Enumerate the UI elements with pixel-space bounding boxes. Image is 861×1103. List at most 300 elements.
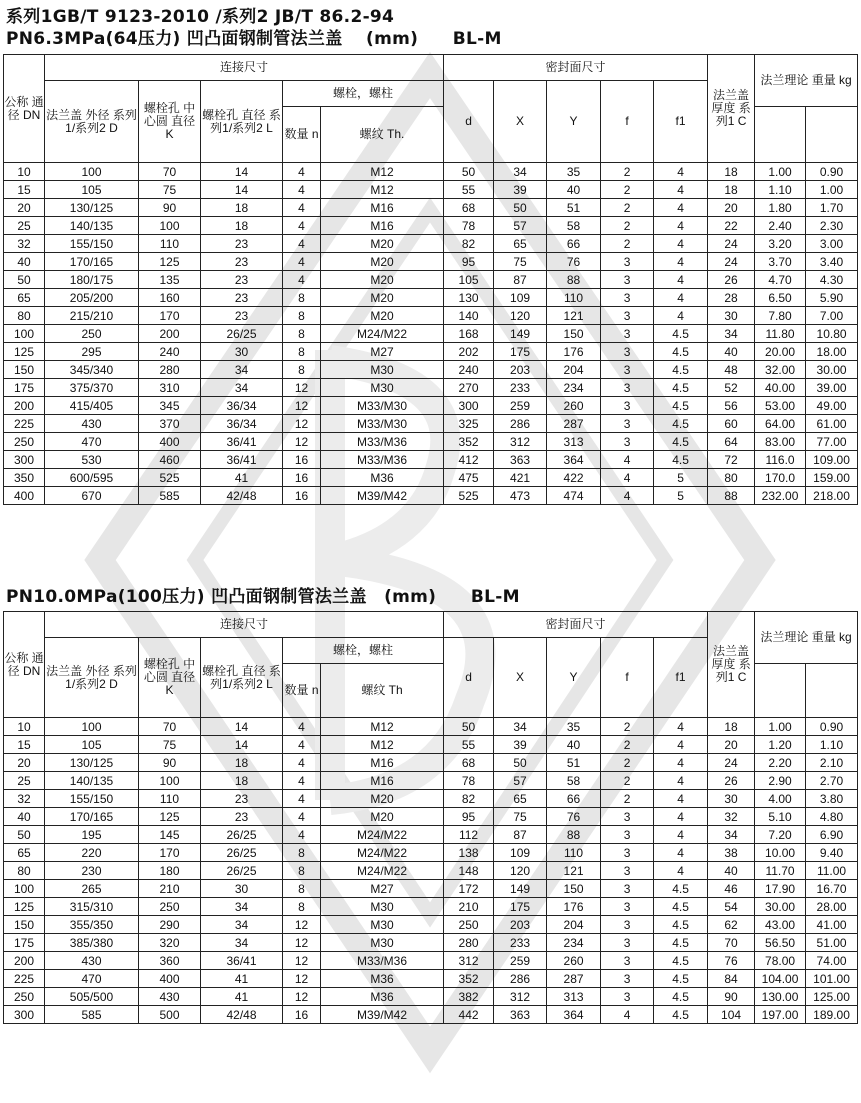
cell-seal-f1: 4	[654, 235, 708, 253]
cell-bolt-circle: 75	[139, 736, 201, 754]
cell-seal-f1: 4.5	[654, 325, 708, 343]
table-row	[4, 343, 858, 361]
cell-seal-f1: 4	[654, 199, 708, 217]
cell-seal-f: 2	[601, 181, 654, 199]
cell-bolt-hole: 18	[201, 754, 283, 772]
cell-weight-series1: 3.20	[755, 235, 806, 253]
table-row	[4, 736, 858, 754]
cell-thread: M30	[321, 379, 444, 397]
cell-bolt-hole: 14	[201, 181, 283, 199]
cell-bolt-count: 4	[283, 808, 321, 826]
cell-bolt-hole: 30	[201, 880, 283, 898]
cell-thickness: 24	[708, 754, 755, 772]
cell-seal-d: 270	[444, 379, 494, 397]
cell-seal-f1: 4.5	[654, 880, 708, 898]
cell-weight-series2: 74.00	[806, 952, 858, 970]
cell-weight-series1: 7.80	[755, 307, 806, 325]
cell-seal-y: 40	[547, 736, 601, 754]
cell-seal-d: 168	[444, 325, 494, 343]
header-outer-diameter: 法兰盖 外径 系列1/系列2 D	[45, 638, 139, 718]
cell-weight-series1: 232.00	[755, 487, 806, 505]
cell-thickness: 84	[708, 970, 755, 988]
cell-thread: M36	[321, 970, 444, 988]
cell-seal-f: 3	[601, 415, 654, 433]
cell-seal-f: 4	[601, 451, 654, 469]
cell-bolt-count: 8	[283, 325, 321, 343]
cell-seal-f: 3	[601, 988, 654, 1006]
cell-seal-y: 150	[547, 325, 601, 343]
cell-bolt-count: 16	[283, 469, 321, 487]
cell-outer-diameter: 345/340	[45, 361, 139, 379]
cell-bolt-hole: 36/41	[201, 451, 283, 469]
cell-weight-series1: 2.20	[755, 754, 806, 772]
cell-seal-d: 78	[444, 217, 494, 235]
cell-thickness: 30	[708, 790, 755, 808]
cell-bolt-circle: 280	[139, 361, 201, 379]
cell-bolt-circle: 180	[139, 862, 201, 880]
cell-bolt-circle: 345	[139, 397, 201, 415]
header-thread: 螺纹 Th.	[321, 107, 444, 163]
cell-thickness: 24	[708, 235, 755, 253]
table2-title: PN10.0MPa(100压力) 凹凸面钢制管法兰盖 (mm) BL-M	[6, 587, 520, 607]
cell-bolt-hole: 26/25	[201, 862, 283, 880]
cell-seal-f: 3	[601, 952, 654, 970]
cell-seal-f: 3	[601, 826, 654, 844]
cell-outer-diameter: 130/125	[45, 754, 139, 772]
cell-seal-f: 3	[601, 397, 654, 415]
cell-outer-diameter: 670	[45, 487, 139, 505]
cell-seal-f: 2	[601, 736, 654, 754]
cell-bolt-circle: 290	[139, 916, 201, 934]
cell-thickness: 24	[708, 253, 755, 271]
cell-outer-diameter: 105	[45, 736, 139, 754]
cell-outer-diameter: 265	[45, 880, 139, 898]
cell-seal-y: 474	[547, 487, 601, 505]
cell-bolt-count: 12	[283, 988, 321, 1006]
cell-seal-y: 234	[547, 934, 601, 952]
table-row	[4, 307, 858, 325]
cell-seal-x: 75	[494, 253, 547, 271]
cell-seal-f: 3	[601, 880, 654, 898]
cell-thread: M12	[321, 718, 444, 736]
cell-seal-x: 65	[494, 235, 547, 253]
cell-dn: 20	[4, 199, 45, 217]
cell-dn: 100	[4, 880, 45, 898]
header-thickness: 法兰盖 厚度 系列1 C	[708, 55, 755, 163]
cell-dn: 175	[4, 934, 45, 952]
cell-bolt-hole: 18	[201, 199, 283, 217]
cell-seal-d: 82	[444, 235, 494, 253]
cell-weight-series1: 104.00	[755, 970, 806, 988]
cell-thread: M30	[321, 934, 444, 952]
cell-weight-series2: 51.00	[806, 934, 858, 952]
cell-weight-series2: 2.70	[806, 772, 858, 790]
cell-dn: 80	[4, 862, 45, 880]
cell-thickness: 40	[708, 862, 755, 880]
cell-seal-x: 109	[494, 844, 547, 862]
cell-bolt-circle: 170	[139, 307, 201, 325]
cell-bolt-hole: 34	[201, 898, 283, 916]
cell-dn: 40	[4, 253, 45, 271]
cell-seal-d: 138	[444, 844, 494, 862]
cell-thread: M24/M22	[321, 862, 444, 880]
cell-seal-f1: 5	[654, 469, 708, 487]
table-row	[4, 235, 858, 253]
cell-seal-x: 39	[494, 181, 547, 199]
cell-bolt-count: 12	[283, 415, 321, 433]
cell-weight-series1: 30.00	[755, 898, 806, 916]
cell-weight-series2: 189.00	[806, 1006, 858, 1024]
cell-seal-d: 95	[444, 808, 494, 826]
cell-seal-f1: 4.5	[654, 433, 708, 451]
cell-bolt-count: 4	[283, 718, 321, 736]
cell-seal-f1: 4	[654, 790, 708, 808]
cell-seal-d: 148	[444, 862, 494, 880]
cell-thickness: 88	[708, 487, 755, 505]
table-row	[4, 718, 858, 736]
cell-outer-diameter: 170/165	[45, 808, 139, 826]
cell-seal-y: 66	[547, 790, 601, 808]
cell-dn: 225	[4, 970, 45, 988]
cell-seal-y: 110	[547, 289, 601, 307]
cell-weight-series2: 1.70	[806, 199, 858, 217]
cell-bolt-hole: 26/25	[201, 844, 283, 862]
cell-dn: 125	[4, 343, 45, 361]
cell-weight-series1: 1.80	[755, 199, 806, 217]
cell-outer-diameter: 205/200	[45, 289, 139, 307]
cell-seal-d: 130	[444, 289, 494, 307]
header-connection-dims: 连接尺寸	[45, 55, 444, 81]
cell-seal-y: 176	[547, 343, 601, 361]
cell-dn: 15	[4, 181, 45, 199]
cell-seal-f1: 4	[654, 163, 708, 181]
cell-weight-series1: 20.00	[755, 343, 806, 361]
cell-outer-diameter: 105	[45, 181, 139, 199]
cell-seal-d: 412	[444, 451, 494, 469]
cell-seal-f: 2	[601, 235, 654, 253]
cell-weight-series2: 77.00	[806, 433, 858, 451]
cell-seal-f1: 5	[654, 487, 708, 505]
cell-bolt-circle: 110	[139, 790, 201, 808]
cell-thickness: 18	[708, 163, 755, 181]
cell-weight-series1: 17.90	[755, 880, 806, 898]
cell-bolt-circle: 430	[139, 988, 201, 1006]
header-weight-series2	[806, 664, 858, 718]
cell-seal-x: 312	[494, 433, 547, 451]
cell-seal-y: 313	[547, 433, 601, 451]
cell-weight-series1: 3.70	[755, 253, 806, 271]
cell-seal-f1: 4.5	[654, 916, 708, 934]
cell-bolt-circle: 400	[139, 433, 201, 451]
cell-thickness: 54	[708, 898, 755, 916]
cell-weight-series2: 4.80	[806, 808, 858, 826]
cell-dn: 25	[4, 217, 45, 235]
table-row	[4, 163, 858, 181]
cell-bolt-circle: 585	[139, 487, 201, 505]
cell-seal-f1: 4.5	[654, 397, 708, 415]
header-f1: f1	[654, 638, 708, 718]
cell-bolt-circle: 75	[139, 181, 201, 199]
header-f: f	[601, 81, 654, 163]
cell-weight-series2: 49.00	[806, 397, 858, 415]
cell-weight-series1: 5.10	[755, 808, 806, 826]
cell-weight-series2: 39.00	[806, 379, 858, 397]
cell-seal-x: 50	[494, 199, 547, 217]
cell-seal-f1: 4.5	[654, 343, 708, 361]
cell-dn: 300	[4, 451, 45, 469]
cell-seal-f1: 4	[654, 217, 708, 235]
cell-seal-x: 203	[494, 361, 547, 379]
cell-weight-series2: 3.80	[806, 790, 858, 808]
table1-title: PN6.3MPa(64压力) 凹凸面钢制管法兰盖 (mm) BL-M	[6, 29, 502, 49]
cell-dn: 10	[4, 718, 45, 736]
cell-bolt-circle: 500	[139, 1006, 201, 1024]
cell-thickness: 20	[708, 736, 755, 754]
cell-bolt-count: 8	[283, 898, 321, 916]
cell-thread: M20	[321, 271, 444, 289]
cell-seal-y: 313	[547, 988, 601, 1006]
table-row	[4, 451, 858, 469]
cell-bolt-count: 4	[283, 754, 321, 772]
cell-weight-series1: 83.00	[755, 433, 806, 451]
cell-bolt-hole: 23	[201, 307, 283, 325]
cell-bolt-circle: 360	[139, 952, 201, 970]
cell-thickness: 30	[708, 307, 755, 325]
cell-bolt-count: 16	[283, 451, 321, 469]
header-f: f	[601, 638, 654, 718]
cell-seal-d: 312	[444, 952, 494, 970]
cell-bolt-hole: 18	[201, 217, 283, 235]
cell-bolt-count: 4	[283, 826, 321, 844]
cell-thread: M12	[321, 181, 444, 199]
cell-seal-f1: 4	[654, 844, 708, 862]
header-f1: f1	[654, 81, 708, 163]
cell-bolt-circle: 170	[139, 844, 201, 862]
cell-thread: M20	[321, 253, 444, 271]
cell-weight-series2: 125.00	[806, 988, 858, 1006]
cell-bolt-hole: 36/34	[201, 415, 283, 433]
cell-thickness: 76	[708, 952, 755, 970]
cell-bolt-hole: 36/34	[201, 397, 283, 415]
cell-seal-x: 109	[494, 289, 547, 307]
cell-outer-diameter: 155/150	[45, 235, 139, 253]
cell-seal-x: 233	[494, 934, 547, 952]
cell-bolt-hole: 34	[201, 379, 283, 397]
header-thread: 螺纹 Th	[321, 664, 444, 718]
cell-outer-diameter: 430	[45, 952, 139, 970]
table-row	[4, 880, 858, 898]
cell-bolt-hole: 14	[201, 736, 283, 754]
cell-thread: M16	[321, 754, 444, 772]
cell-bolt-count: 8	[283, 289, 321, 307]
cell-bolt-count: 4	[283, 772, 321, 790]
header-bolt-hole: 螺栓孔 直径 系列1/系列2 L	[201, 81, 283, 163]
cell-seal-f: 3	[601, 361, 654, 379]
cell-seal-f1: 4.5	[654, 451, 708, 469]
cell-seal-f1: 4.5	[654, 379, 708, 397]
cell-bolt-circle: 135	[139, 271, 201, 289]
cell-weight-series1: 56.50	[755, 934, 806, 952]
cell-bolt-hole: 42/48	[201, 1006, 283, 1024]
cell-thread: M16	[321, 217, 444, 235]
header-bolt-count: 数量 n	[283, 107, 321, 163]
cell-dn: 175	[4, 379, 45, 397]
cell-bolt-circle: 320	[139, 934, 201, 952]
cell-seal-y: 35	[547, 163, 601, 181]
cell-thread: M20	[321, 289, 444, 307]
cell-thread: M20	[321, 790, 444, 808]
table-row	[4, 844, 858, 862]
table-row	[4, 808, 858, 826]
cell-weight-series2: 9.40	[806, 844, 858, 862]
cell-seal-f1: 4	[654, 754, 708, 772]
cell-seal-x: 473	[494, 487, 547, 505]
cell-weight-series1: 11.80	[755, 325, 806, 343]
cell-outer-diameter: 430	[45, 415, 139, 433]
cell-weight-series1: 4.00	[755, 790, 806, 808]
table-row	[4, 970, 858, 988]
cell-seal-d: 105	[444, 271, 494, 289]
cell-weight-series1: 1.10	[755, 181, 806, 199]
cell-weight-series1: 40.00	[755, 379, 806, 397]
cell-thickness: 18	[708, 181, 755, 199]
cell-bolt-hole: 18	[201, 772, 283, 790]
cell-thread: M30	[321, 916, 444, 934]
cell-weight-series2: 5.90	[806, 289, 858, 307]
table-row	[4, 988, 858, 1006]
cell-weight-series1: 1.00	[755, 718, 806, 736]
cell-thread: M33/M36	[321, 952, 444, 970]
cell-seal-x: 149	[494, 880, 547, 898]
cell-seal-f: 3	[601, 307, 654, 325]
table-row	[4, 826, 858, 844]
cell-seal-y: 364	[547, 451, 601, 469]
cell-bolt-circle: 90	[139, 754, 201, 772]
cell-thickness: 22	[708, 217, 755, 235]
cell-thickness: 18	[708, 718, 755, 736]
cell-seal-y: 260	[547, 952, 601, 970]
cell-seal-f: 2	[601, 772, 654, 790]
cell-thickness: 48	[708, 361, 755, 379]
header-d: d	[444, 81, 494, 163]
cell-bolt-circle: 460	[139, 451, 201, 469]
cell-thread: M30	[321, 361, 444, 379]
cell-seal-f: 3	[601, 433, 654, 451]
cell-seal-x: 65	[494, 790, 547, 808]
cell-seal-y: 35	[547, 718, 601, 736]
cell-weight-series1: 43.00	[755, 916, 806, 934]
cell-thickness: 32	[708, 808, 755, 826]
cell-bolt-circle: 90	[139, 199, 201, 217]
cell-thickness: 64	[708, 433, 755, 451]
cell-seal-f1: 4.5	[654, 415, 708, 433]
cell-seal-d: 55	[444, 736, 494, 754]
cell-dn: 400	[4, 487, 45, 505]
table-row	[4, 361, 858, 379]
standard-title: 系列1GB/T 9123-2010 /系列2 JB/T 86.2-94	[6, 7, 395, 27]
cell-seal-d: 82	[444, 790, 494, 808]
cell-bolt-circle: 310	[139, 379, 201, 397]
cell-bolt-circle: 100	[139, 772, 201, 790]
cell-outer-diameter: 100	[45, 718, 139, 736]
cell-thread: M20	[321, 307, 444, 325]
cell-bolt-count: 16	[283, 1006, 321, 1024]
cell-dn: 80	[4, 307, 45, 325]
cell-seal-x: 286	[494, 415, 547, 433]
cell-dn: 50	[4, 271, 45, 289]
cell-seal-f1: 4.5	[654, 952, 708, 970]
cell-seal-f1: 4.5	[654, 934, 708, 952]
cell-weight-series2: 159.00	[806, 469, 858, 487]
table-row	[4, 862, 858, 880]
cell-dn: 20	[4, 754, 45, 772]
cell-seal-y: 121	[547, 862, 601, 880]
cell-dn: 250	[4, 433, 45, 451]
cell-seal-d: 352	[444, 970, 494, 988]
cell-thickness: 56	[708, 397, 755, 415]
table-row	[4, 487, 858, 505]
cell-weight-series1: 11.70	[755, 862, 806, 880]
cell-bolt-count: 12	[283, 433, 321, 451]
cell-seal-f: 2	[601, 718, 654, 736]
cell-seal-x: 120	[494, 307, 547, 325]
cell-seal-f1: 4	[654, 808, 708, 826]
cell-bolt-circle: 70	[139, 718, 201, 736]
cell-thickness: 28	[708, 289, 755, 307]
cell-seal-f1: 4	[654, 718, 708, 736]
cell-dn: 300	[4, 1006, 45, 1024]
cell-seal-f: 3	[601, 808, 654, 826]
cell-seal-y: 287	[547, 970, 601, 988]
cell-bolt-hole: 23	[201, 790, 283, 808]
header-weight: 法兰理论 重量 kg	[755, 55, 858, 107]
cell-seal-x: 259	[494, 952, 547, 970]
table-row	[4, 433, 858, 451]
cell-bolt-count: 4	[283, 181, 321, 199]
cell-bolt-count: 4	[283, 736, 321, 754]
cell-bolt-count: 16	[283, 487, 321, 505]
cell-seal-x: 421	[494, 469, 547, 487]
cell-seal-f: 3	[601, 289, 654, 307]
cell-bolt-circle: 145	[139, 826, 201, 844]
cell-thickness: 90	[708, 988, 755, 1006]
cell-weight-series2: 0.90	[806, 718, 858, 736]
cell-thickness: 52	[708, 379, 755, 397]
cell-thread: M27	[321, 343, 444, 361]
cell-seal-y: 51	[547, 199, 601, 217]
cell-seal-y: 422	[547, 469, 601, 487]
cell-outer-diameter: 530	[45, 451, 139, 469]
header-x: X	[494, 638, 547, 718]
cell-weight-series1: 2.90	[755, 772, 806, 790]
cell-thread: M36	[321, 469, 444, 487]
cell-dn: 65	[4, 289, 45, 307]
cell-thread: M33/M36	[321, 433, 444, 451]
cell-outer-diameter: 600/595	[45, 469, 139, 487]
cell-seal-f1: 4.5	[654, 898, 708, 916]
cell-thread: M24/M22	[321, 844, 444, 862]
cell-thread: M39/M42	[321, 1006, 444, 1024]
header-weight: 法兰理论 重量 kg	[755, 612, 858, 664]
cell-seal-d: 55	[444, 181, 494, 199]
table-row	[4, 325, 858, 343]
cell-bolt-hole: 23	[201, 235, 283, 253]
cell-seal-d: 352	[444, 433, 494, 451]
cell-seal-x: 87	[494, 826, 547, 844]
cell-bolt-hole: 14	[201, 163, 283, 181]
cell-seal-f: 2	[601, 163, 654, 181]
cell-seal-x: 34	[494, 163, 547, 181]
